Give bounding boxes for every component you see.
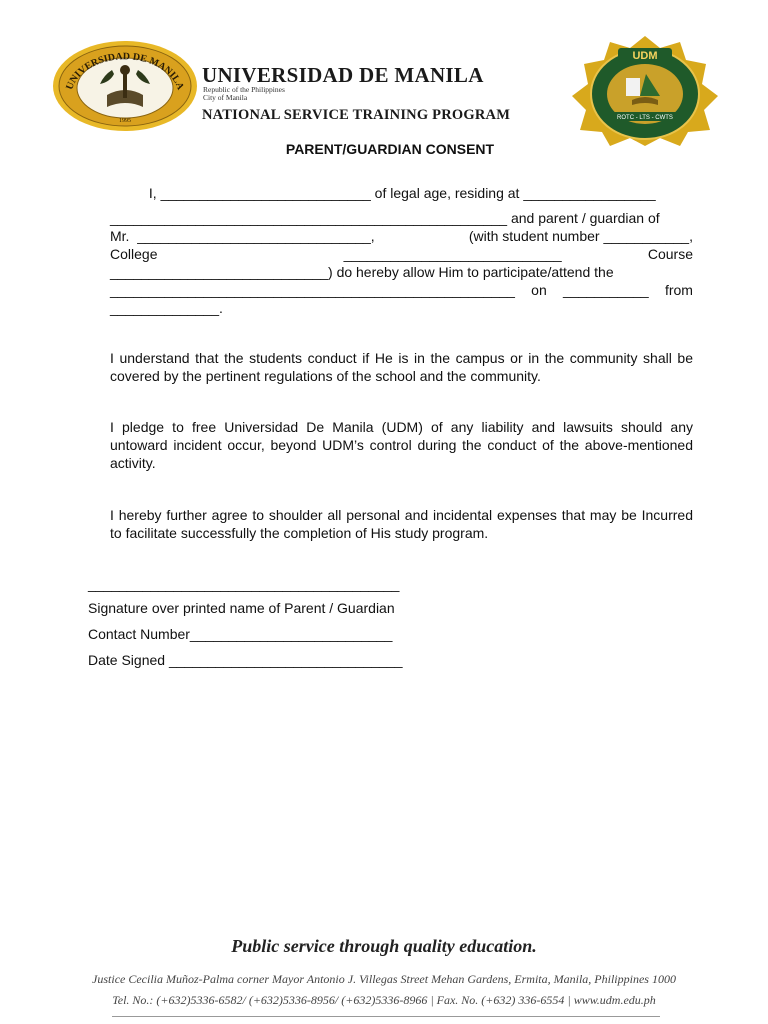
date-signed-field: Date Signed ______________________________ bbox=[88, 652, 403, 668]
consent-line: ___________________________________________________ and parent / guardian of bbox=[110, 210, 660, 226]
program-name: NATIONAL SERVICE TRAINING PROGRAM bbox=[202, 107, 511, 123]
footer-contact: Tel. No.: (+632)5336-6582/ (+632)5336-8956/ (+632)5336-8966 | Fax. No. (+632) 336-6554 | www.udm.edu.ph bbox=[112, 993, 656, 1007]
consent-line: ____________________________________________________ on ___________ from bbox=[110, 282, 693, 298]
contact-number-field: Contact Number__________________________ bbox=[88, 626, 393, 642]
consent-line: College ____________________________ Course bbox=[110, 246, 693, 262]
footer-address: Justice Cecilia Muñoz-Palma corner Mayor Antonio J. Villegas Street Mehan Gardens, Ermita, Manila, Philippines 1000 bbox=[92, 972, 676, 986]
svg-text:1995: 1995 bbox=[119, 118, 131, 124]
paragraph-expenses: I hereby further agree to shoulder all personal and incidental expenses that may be Incurred to facilitate successfully the completion of His study program. bbox=[110, 507, 693, 541]
signature-label: Signature over printed name of Parent / Guardian bbox=[88, 600, 395, 616]
republic-label: Republic of the Philippines bbox=[203, 85, 285, 94]
consent-line: Mr. ______________________________, (with student number ___________, bbox=[110, 228, 693, 244]
svg-text:ROTC - LTS - CWTS: ROTC - LTS - CWTS bbox=[617, 115, 673, 121]
svg-text:UDM: UDM bbox=[632, 50, 658, 62]
consent-line: ______________. bbox=[110, 300, 223, 316]
footer-motto: Public service through quality education. bbox=[231, 936, 537, 956]
university-name: UNIVERSIDAD DE MANILA bbox=[202, 63, 484, 87]
city-label: City of Manila bbox=[203, 93, 248, 102]
universidad-de-manila-seal bbox=[52, 40, 198, 132]
consent-line: ____________________________) do hereby allow Him to participate/attend the bbox=[110, 264, 614, 280]
paragraph-liability: I pledge to free Universidad De Manila (UDM) of any liability and lawsuits should any untoward incident occur, beyond UDM’s control during the conduct of the above-mentioned activity. bbox=[110, 419, 693, 471]
paragraph-conduct: I understand that the students conduct if He is in the campus or in the community shall be covered by the pertinent regulations of the school and the community. bbox=[110, 350, 693, 384]
consent-fill-in-block bbox=[110, 184, 693, 317]
svg-text:UNIVERSIDAD DE MANILA: UNIVERSIDAD DE MANILA bbox=[64, 51, 186, 92]
footer-divider bbox=[112, 1016, 660, 1017]
document-title: PARENT/GUARDIAN CONSENT bbox=[285, 141, 495, 157]
signature-line: ________________________________________ bbox=[88, 576, 400, 592]
udm-nstp-seal bbox=[570, 34, 720, 146]
consent-line: I, ___________________________ of legal age, residing at _________________ bbox=[110, 185, 656, 201]
